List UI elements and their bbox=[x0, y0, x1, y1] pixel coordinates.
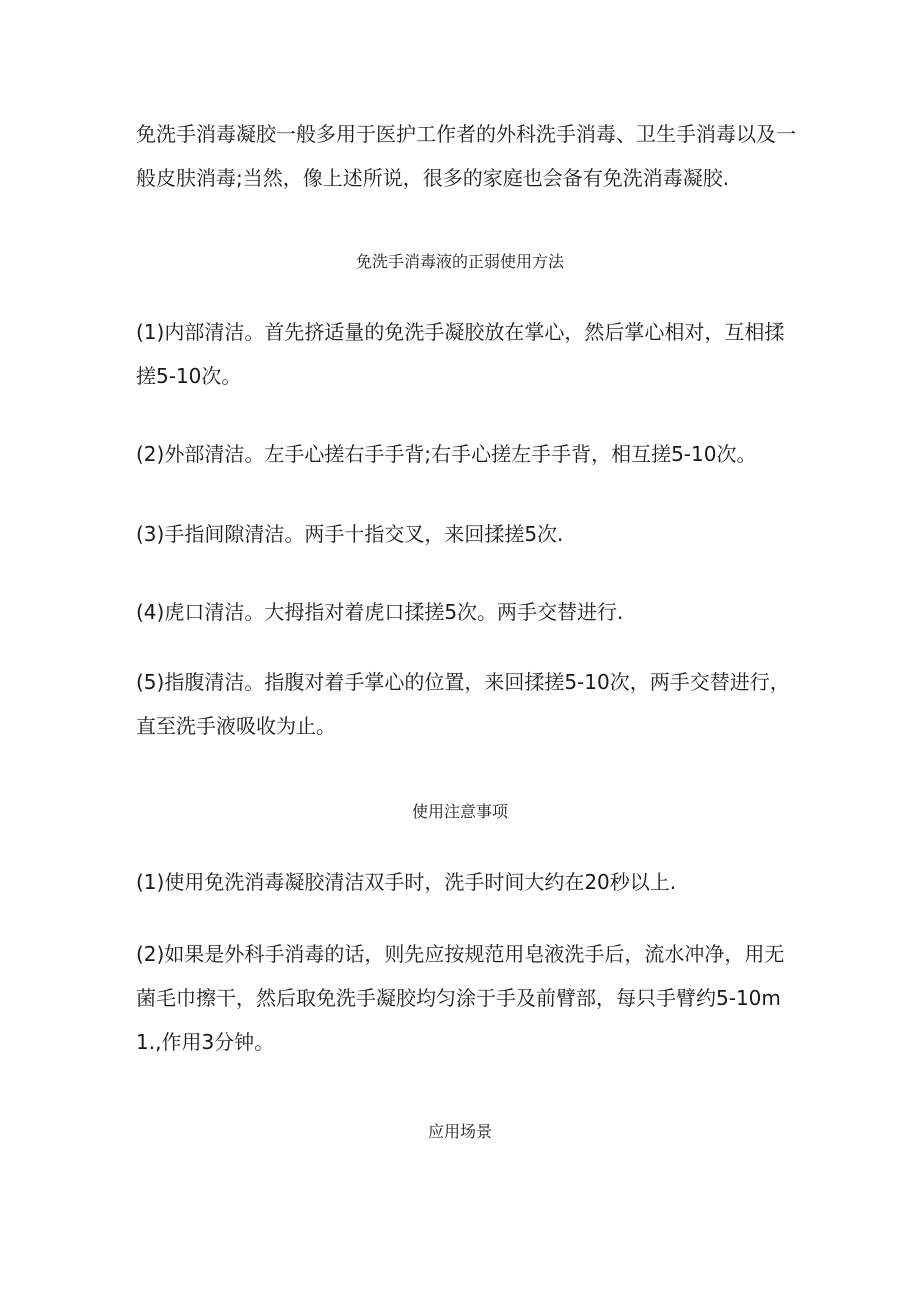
usage-step-1: (1)内部清洁。首先挤适量的免洗手凝胶放在掌心，然后掌心相对，互相揉搓5-10次。 bbox=[136, 320, 785, 388]
section-heading-usage: 免洗手消毒液的正弱使用方法 bbox=[355, 252, 564, 271]
usage-step-3: (3)手指间隙清洁。两手十指交叉，来回揉搓5次. bbox=[136, 522, 564, 546]
notes-item-1: (1)使用免洗消毒凝胶清洁双手时，洗手时间大约在20秒以上. bbox=[136, 870, 677, 894]
intro-paragraph: 免洗手消毒凝胶一般多用于医护工作者的外科洗手消毒、卫生手消毒以及一般皮肤消毒;当然，像上述所说，很多的家庭也会备有免洗消毒凝胶. bbox=[136, 122, 796, 190]
section-heading-notes: 使用注意事项 bbox=[411, 802, 508, 821]
section-heading-scenarios: 应用场景 bbox=[427, 1122, 492, 1141]
notes-item-2: (2)如果是外科手消毒的话，则先应按规范用皂液洗手后，流水冲净，用无菌毛巾擦干，然后取免洗手凝胶均匀涂于手及前臂部，每只手臂约5-10m1.,作用3分钟。 bbox=[136, 942, 785, 1054]
usage-step-5: (5)指腹清洁。指腹对着手掌心的位置，来回揉搓5-10次，两手交替进行，直至洗手液吸收为止。 bbox=[136, 670, 790, 738]
usage-step-2: (2)外部清洁。左手心搓右手手背;右手心搓左手手背，相互搓5-10次。 bbox=[136, 442, 757, 466]
usage-step-4: (4)虎口清洁。大拇指对着虎口揉搓5次。两手交替进行. bbox=[136, 600, 624, 624]
